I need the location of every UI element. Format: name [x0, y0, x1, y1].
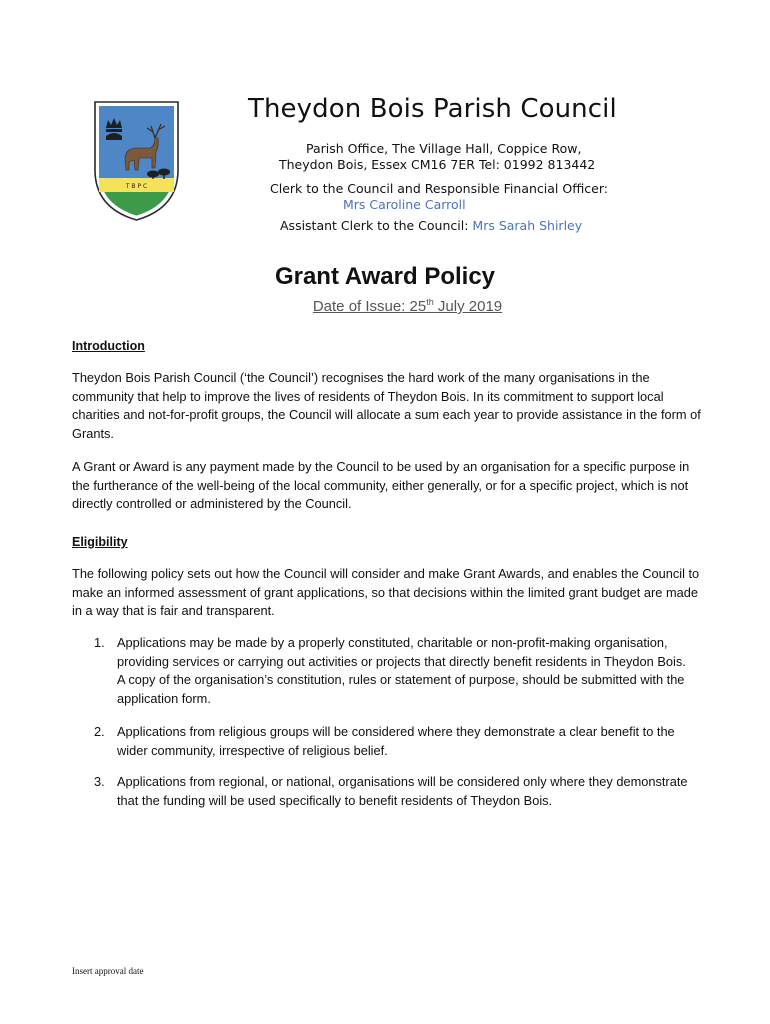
- assistant-role: Assistant Clerk to the Council:: [280, 218, 469, 233]
- address-line-2: Theydon Bois, Essex CM16 7ER Tel: 01992 813442: [279, 157, 596, 172]
- footer-approval-note: Insert approval date: [72, 966, 144, 976]
- introduction-heading: Introduction: [72, 339, 145, 353]
- list-item-number: 3.: [94, 774, 105, 789]
- list-item: [94, 773, 694, 810]
- parish-crest-logo: [93, 100, 180, 222]
- list-item: [94, 634, 694, 709]
- policy-title: Grant Award Policy: [274, 263, 496, 290]
- clerk-role: Clerk to the Council and Responsible Financial Officer:: [270, 181, 608, 196]
- intro-paragraph-2: A Grant or Award is any payment made by the Council to be used by an organisation for a specific purpose in the furtherance of the well-being of the local community, either generally, or for a specific project, which is not directly controlled or administered by the Council.: [72, 459, 690, 512]
- intro-paragraph-1: Theydon Bois Parish Council (‘the Council’) recognises the hard work of the many organisations in the community that help to improve the lives of residents of Theydon Bois. In its commitment to support local charities and not-for-profit groups, the Council will allocate a sum each year to provide assistance in the form of Grants.: [72, 370, 701, 442]
- address-line-1: Parish Office, The Village Hall, Coppice Row,: [306, 141, 582, 156]
- issue-date-suffix: July 2019: [433, 298, 503, 315]
- assistant-name: Mrs Sarah Shirley: [472, 218, 583, 233]
- issue-date-ordinal: th: [426, 297, 434, 307]
- list-item-number: 1.: [94, 635, 105, 650]
- crest-initials: T B P C: [125, 183, 148, 190]
- issue-date-prefix: Date of Issue: 25: [312, 298, 427, 315]
- list-item-number: 2.: [94, 724, 105, 739]
- clerk-name: [343, 197, 466, 212]
- list-item: [94, 723, 694, 760]
- list-item-text: Applications from religious groups will be considered where they demonstrate a clear benefit to the wider community, irrespective of religious belief.: [117, 724, 675, 758]
- list-item-text: Applications may be made by a properly constituted, charitable or non-profit-making organisation, providing services or carrying out activities or projects that directly benefit residents in Theydon Bois. A copy of the organisation’s constitution, rules or statement of purpose, should be submitted with the application form.: [117, 635, 686, 707]
- eligibility-heading: Eligibility: [72, 535, 128, 549]
- issue-date: [0, 297, 770, 315]
- list-item-text: Applications from regional, or national, organisations will be considered only where they demonstrate that the funding will be used specifically to benefit residents of Theydon Bois.: [117, 774, 688, 808]
- eligibility-paragraph: The following policy sets out how the Council will consider and make Grant Awards, and enables the Council to make an informed assessment of grant applications, so that decisions within the limited grant budget are made in a way that is fair and transparent.: [72, 566, 700, 619]
- clerk-name-link: Mrs Caroline Carroll: [343, 197, 466, 212]
- assistant-clerk-line: [280, 218, 582, 233]
- council-name: Theydon Bois Parish Council: [248, 94, 617, 124]
